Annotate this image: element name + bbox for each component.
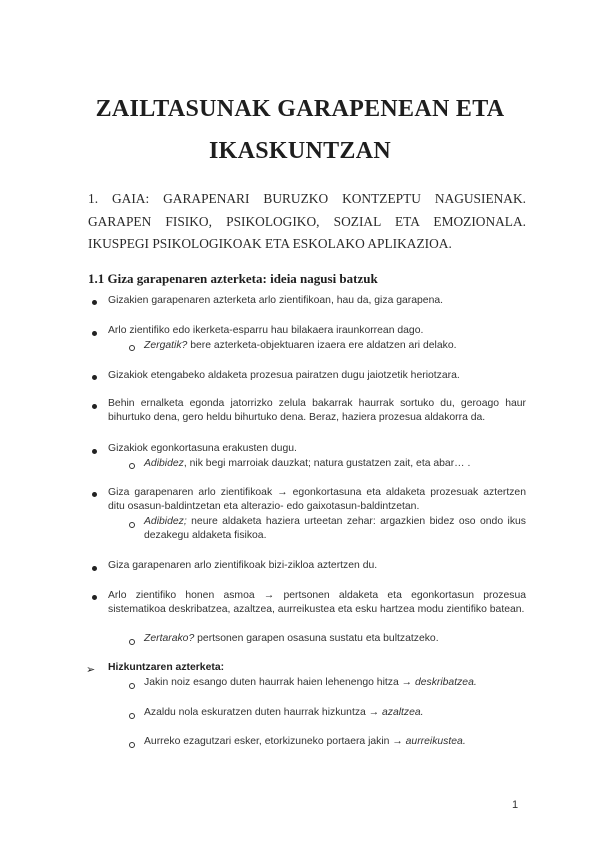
bullet-item-6: Giza garapenaren arlo zientifikoak → egonkortasuna eta aldaketa prozesuak aztertzen ditu osasun-baldintzetan eta alterazio- edo gaixotasun-baldintzetan. — [108, 487, 526, 513]
sub-bullet-text: Jakin noiz esango duten haurrak haien lehenengo hitza → — [144, 677, 415, 688]
bullet-dot — [92, 492, 97, 497]
arrow-bullet-icon: ➢ — [86, 664, 96, 676]
bullet-item-5: Gizakiok egonkortasuna erakusten dugu. — [108, 443, 297, 454]
sub-bullet-text: Aurreko ezagutzari esker, etorkizuneko portaera jakin → — [144, 736, 406, 747]
sub-bullet-ring — [129, 713, 135, 719]
sub-bullet-ring — [129, 463, 135, 469]
sub-bullet-item-5 — [144, 457, 526, 471]
bullet-dot — [92, 375, 97, 380]
sub-bullet-ring — [129, 345, 135, 351]
sub-bullet-text: bere azterketa-objektuaren izaera ere aldatzen ari delako. — [187, 340, 457, 351]
sub-bullet-text: Azaldu nola eskuratzen duten haurrak hizkuntza → — [144, 707, 382, 718]
title-line-2: IKASKUNTZAN — [209, 138, 391, 164]
bullet-item-7: Giza garapenaren arlo zientifikoak bizi-zikloa aztertzen du. — [108, 560, 378, 571]
bullet-dot — [92, 300, 97, 305]
emphasis-text: aurreikustea. — [405, 736, 466, 747]
arrow-heading: Hizkuntzaren azterketa: — [108, 662, 225, 673]
document-title — [60, 88, 540, 172]
title-line-1: ZAILTASUNAK GARAPENEAN ETA — [95, 96, 505, 122]
emphasis-text: azaltzea. — [381, 707, 424, 718]
emphasis-text: Adibidez — [144, 458, 184, 469]
bullet-item-2: Arlo zientifiko edo ikerketa-esparru hau bilakaera iraunkorrean dago. — [108, 325, 424, 336]
language-item-3 — [144, 735, 526, 749]
sub-bullet-item-2 — [144, 339, 526, 353]
bullet-item-4: Behin ernalketa egonda jatorrizko zelula bakarrak haurrak sortuko du, geroago haur bihurtuko dena, gero heldu bihurtuko dena. Beraz, haziera prozesua aldakorra da. — [108, 398, 526, 424]
language-item-1 — [144, 676, 526, 690]
sub-bullet-item-6 — [144, 515, 526, 544]
bullet-dot — [92, 331, 97, 336]
sub-bullet-text: pertsonen garapen osasuna sustatu eta bultzatzeko. — [194, 633, 439, 644]
sub-bullet-item-8 — [144, 632, 526, 646]
page-number: 1 — [512, 799, 519, 811]
bullet-dot — [92, 404, 97, 409]
sub-bullet-ring — [129, 683, 135, 689]
sub-bullet-text: , nik begi marroiak dauzkat; natura gustatzen zait, eta abar… . — [183, 458, 471, 469]
bullet-item-8: Arlo zientifiko honen asmoa → pertsonen aldaketa eta egonkortasun prozesua sistematikoa deskribatzea, azaltzea, aurreikustea eta esku hartzea modu zientifiko batean. — [108, 590, 526, 616]
emphasis-text: Zergatik? — [144, 340, 188, 351]
language-item-2 — [144, 706, 526, 720]
emphasis-text: Zertarako? — [144, 633, 195, 644]
sub-bullet-ring — [129, 522, 135, 528]
bullet-dot — [92, 595, 97, 600]
sub-bullet-ring — [129, 742, 135, 748]
section-heading: 1. GAIA: GARAPENARI BURUZKO KONTZEPTU NAGUSIENAK. GARAPEN FISIKO, PSIKOLOGIKO, SOZIAL ETA EMOZIONALA. IKUSPEGI PSIKOLOGIKOAK ETA ESKOLAKO APLIKAZIOA. — [88, 191, 526, 251]
subsection-heading: 1.1 Giza garapenaren azterketa: ideia nagusi batzuk — [88, 271, 378, 286]
emphasis-text: deskribatzea. — [414, 677, 477, 688]
bullet-dot — [92, 566, 97, 571]
bullet-item-3: Gizakiok etengabeko aldaketa prozesua pairatzen dugu jaiotzetik heriotzara. — [108, 370, 460, 381]
emphasis-text: Adibidez; — [144, 516, 187, 527]
bullet-item-1: Gizakien garapenaren azterketa arlo zientifikoan, hau da, giza garapena. — [108, 295, 444, 306]
sub-bullet-ring — [129, 639, 135, 645]
sub-bullet-text: neure aldaketa haziera urteetan zehar: argazkien bidez oso ondo ikus dezakegu aldaketa fisikoa. — [144, 516, 526, 542]
bullet-dot — [92, 449, 97, 454]
